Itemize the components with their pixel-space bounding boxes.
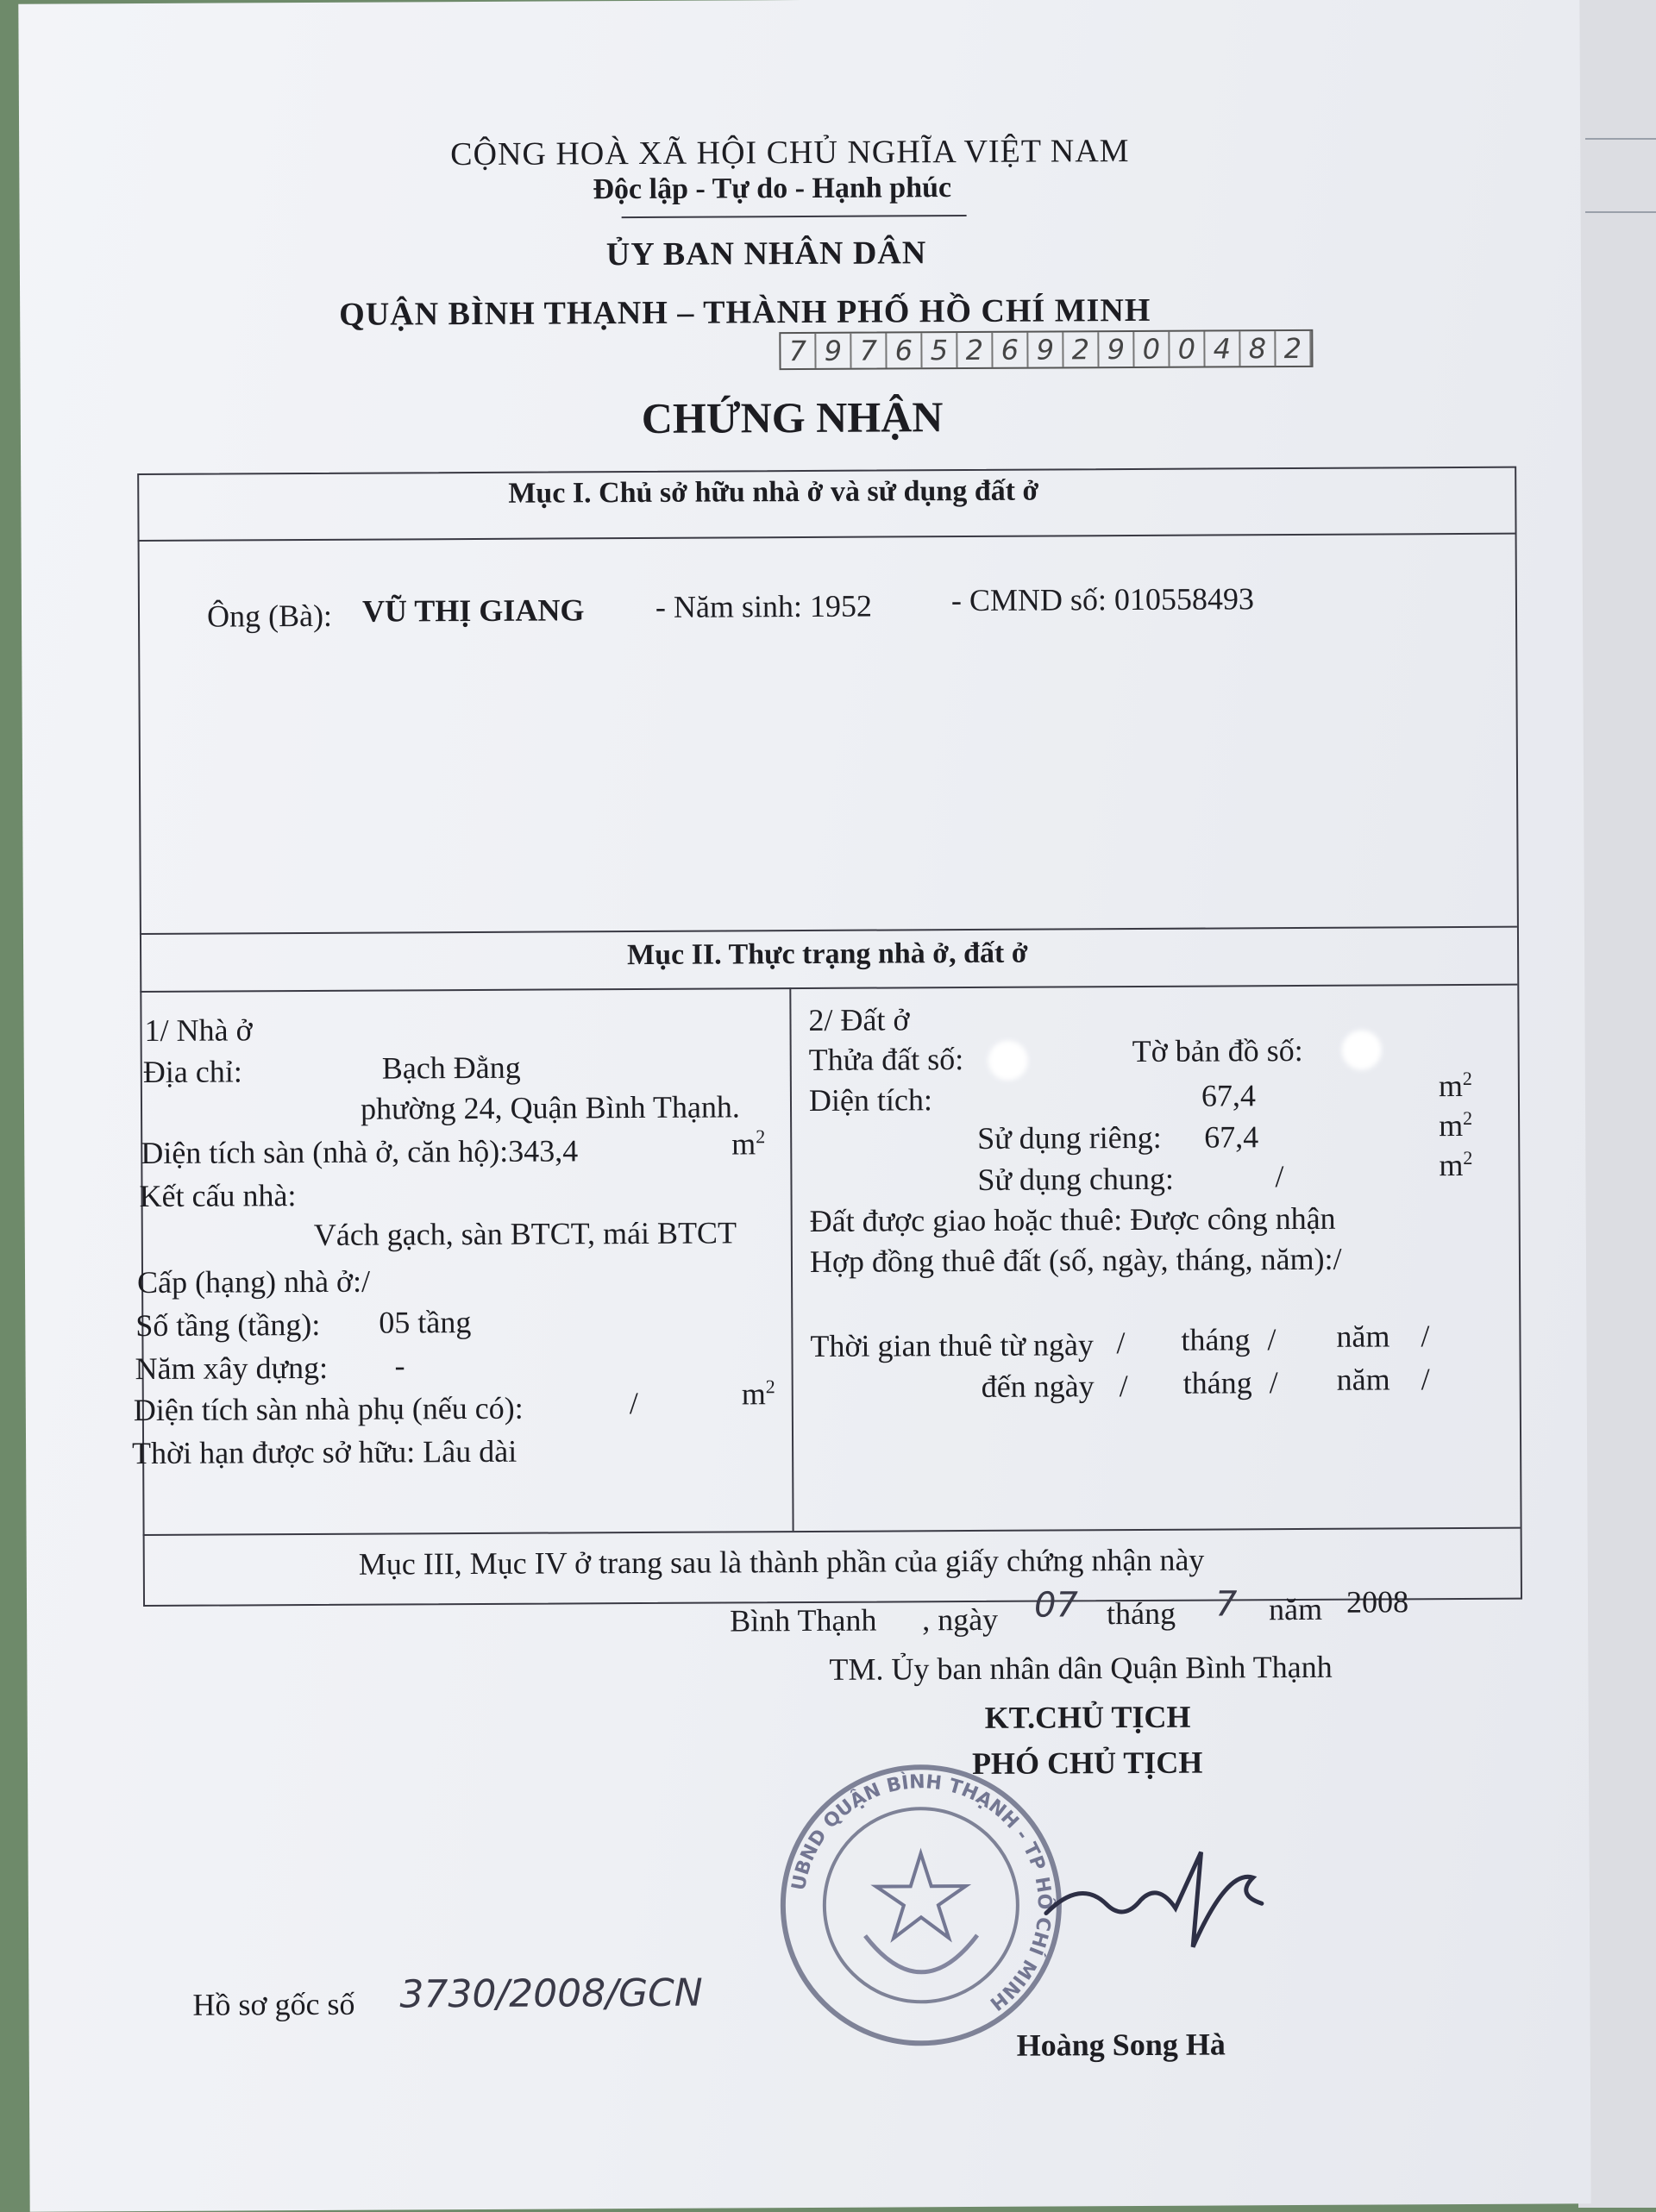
motto: Độc lập - Tự do - Hạnh phúc (593, 172, 952, 206)
plot-label: Thửa đất số: (808, 1042, 964, 1077)
private-use-value: 67,4 (1204, 1119, 1259, 1155)
floors-label: Số tầng (tầng): (135, 1307, 321, 1344)
handwritten-signature (1028, 1817, 1288, 1991)
code-digit: 2 (957, 333, 993, 367)
background-line (1585, 211, 1656, 213)
sign-place: Bình Thạnh (730, 1602, 877, 1639)
private-use-label: Sử dụng riêng: (977, 1119, 1162, 1156)
aux-area-label: Diện tích sàn nhà phụ (nếu có): (133, 1390, 524, 1428)
owner-name: VŨ THỊ GIANG (361, 592, 585, 629)
certificate-page (18, 0, 1590, 2212)
address-label: Địa chỉ: (142, 1054, 242, 1090)
floor-area: Diện tích sàn (nhà ở, căn hộ):343,4 (141, 1133, 579, 1171)
code-digit: 6 (887, 333, 922, 367)
private-use-unit: $m^2$ (1439, 1106, 1473, 1144)
file-number-label: Hồ sơ gốc số (192, 1986, 355, 2022)
committee-title: ỦY BAN NHÂN DÂN (605, 235, 927, 273)
id-number: - CMND số: 010558493 (950, 581, 1255, 618)
footer-note: Mục III, Mục IV ở trang sau là thành phần của giấy chứng nhận này (358, 1542, 1205, 1582)
signer-role-2: PHÓ CHỦ TỊCH (971, 1745, 1203, 1781)
shared-use-label: Sử dụng chung: (977, 1161, 1175, 1197)
aux-area-unit: $m^2$ (741, 1375, 775, 1412)
code-digit: 2 (1276, 331, 1311, 366)
birth-year: - Năm sinh: 1952 (655, 588, 873, 624)
redacted-plot (988, 1041, 1028, 1081)
stamp-text: UBND QUẬN BÌNH THẠNH - TP HỒ CHÍ MINH (787, 1771, 1056, 2015)
code-digit: 5 (922, 333, 957, 367)
code-digit: 9 (1028, 332, 1063, 367)
code-digit: 7 (781, 334, 816, 368)
lease-to-month-label: tháng (1182, 1365, 1252, 1401)
republic-title: CỘNG HOÀ XÃ HỘI CHỦ NGHĨA VIỆT NAM (450, 133, 1130, 173)
owner-label: Ông (Bà): (206, 598, 333, 634)
code-digit: 6 (993, 333, 1028, 367)
signer-name: Hoàng Song Hà (1016, 2027, 1226, 2063)
lease-from-month: / (1267, 1322, 1276, 1357)
date-day: 07 (1033, 1585, 1079, 1626)
floor-area-unit: $m^2$ (731, 1125, 766, 1162)
lease-from-month-label: tháng (1181, 1322, 1251, 1357)
house-grade: Cấp (hạng) nhà ở:/ (136, 1263, 371, 1300)
shared-use-unit: $m^2$ (1439, 1146, 1473, 1183)
code-digit: 7 (851, 333, 887, 367)
floors-value: 05 tầng (379, 1305, 472, 1340)
lease-to-month: / (1269, 1365, 1278, 1401)
lease-to-year: / (1421, 1362, 1430, 1397)
lease-to-year-label: năm (1336, 1362, 1390, 1397)
lease-contract: Hợp đồng thuê đất (số, ngày, tháng, năm):/ (809, 1241, 1342, 1279)
year-built-value: - (394, 1348, 405, 1383)
page-title: CHỨNG NHẬN (641, 392, 944, 442)
house-heading: 1/ Nhà ở (144, 1012, 253, 1049)
redacted-map-sheet (1342, 1030, 1382, 1069)
aux-area-value: / (629, 1386, 638, 1421)
year-built-label: Năm xây dựng: (135, 1350, 329, 1387)
code-digit: 0 (1170, 332, 1205, 367)
motto-underline (622, 215, 967, 218)
map-sheet-label: Tờ bản đồ số: (1132, 1032, 1303, 1069)
section1-heading: Mục I. Chủ sở hữu nhà ở và sử dụng đất ở (508, 474, 1039, 510)
date-year: 2008 (1346, 1584, 1409, 1620)
land-area-label: Diện tích: (808, 1082, 933, 1118)
lease-from-label: Thời gian thuê từ ngày (810, 1327, 1095, 1363)
code-digit: 9 (1099, 332, 1134, 367)
lease-from-year: / (1421, 1319, 1430, 1354)
on-behalf-of: TM. Ủy ban nhân dân Quận Bình Thạnh (829, 1649, 1333, 1687)
date-year-label: năm (1268, 1591, 1323, 1627)
code-digit: 0 (1134, 332, 1170, 367)
address-line2: phường 24, Quận Bình Thạnh. (360, 1089, 740, 1126)
signer-role-1: KT.CHỦ TỊCH (984, 1699, 1191, 1735)
code-digit: 8 (1240, 331, 1276, 366)
land-area-value: 67,4 (1201, 1078, 1257, 1113)
lease-to-day: / (1119, 1369, 1128, 1404)
structure-label: Kết cấu nhà: (139, 1178, 297, 1214)
ownership-term: Thời hạn được sở hữu: Lâu dài (132, 1433, 518, 1471)
land-assigned: Đất được giao hoặc thuê: Được công nhận (809, 1200, 1336, 1238)
structure-value: Vách gạch, sàn BTCT, mái BTCT (313, 1215, 737, 1252)
shared-use-value: / (1275, 1159, 1284, 1194)
land-area-unit: $m^2$ (1438, 1067, 1472, 1104)
code-digit: 4 (1205, 331, 1240, 366)
lease-from-day: / (1116, 1325, 1126, 1361)
background-right (1578, 0, 1656, 2208)
file-number: 3730/2008/GCN (399, 1971, 703, 2017)
address-line1: Bạch Đằng (381, 1050, 521, 1086)
date-day-label: , ngày (922, 1601, 999, 1638)
certificate-code (779, 329, 1313, 370)
date-month: 7 (1214, 1584, 1238, 1625)
district-title: QUẬN BÌNH THẠNH – THÀNH PHỐ HỒ CHÍ MINH (339, 291, 1151, 333)
code-digit: 2 (1063, 332, 1099, 367)
lease-from-year-label: năm (1336, 1319, 1390, 1354)
section2-heading: Mục II. Thực trạng nhà ở, đất ở (626, 937, 1028, 972)
background-line (1585, 138, 1656, 140)
code-digit: 9 (816, 334, 851, 368)
lease-to-label: đến ngày (981, 1369, 1095, 1404)
date-month-label: tháng (1106, 1595, 1176, 1632)
land-heading: 2/ Đất ở (808, 1002, 910, 1037)
